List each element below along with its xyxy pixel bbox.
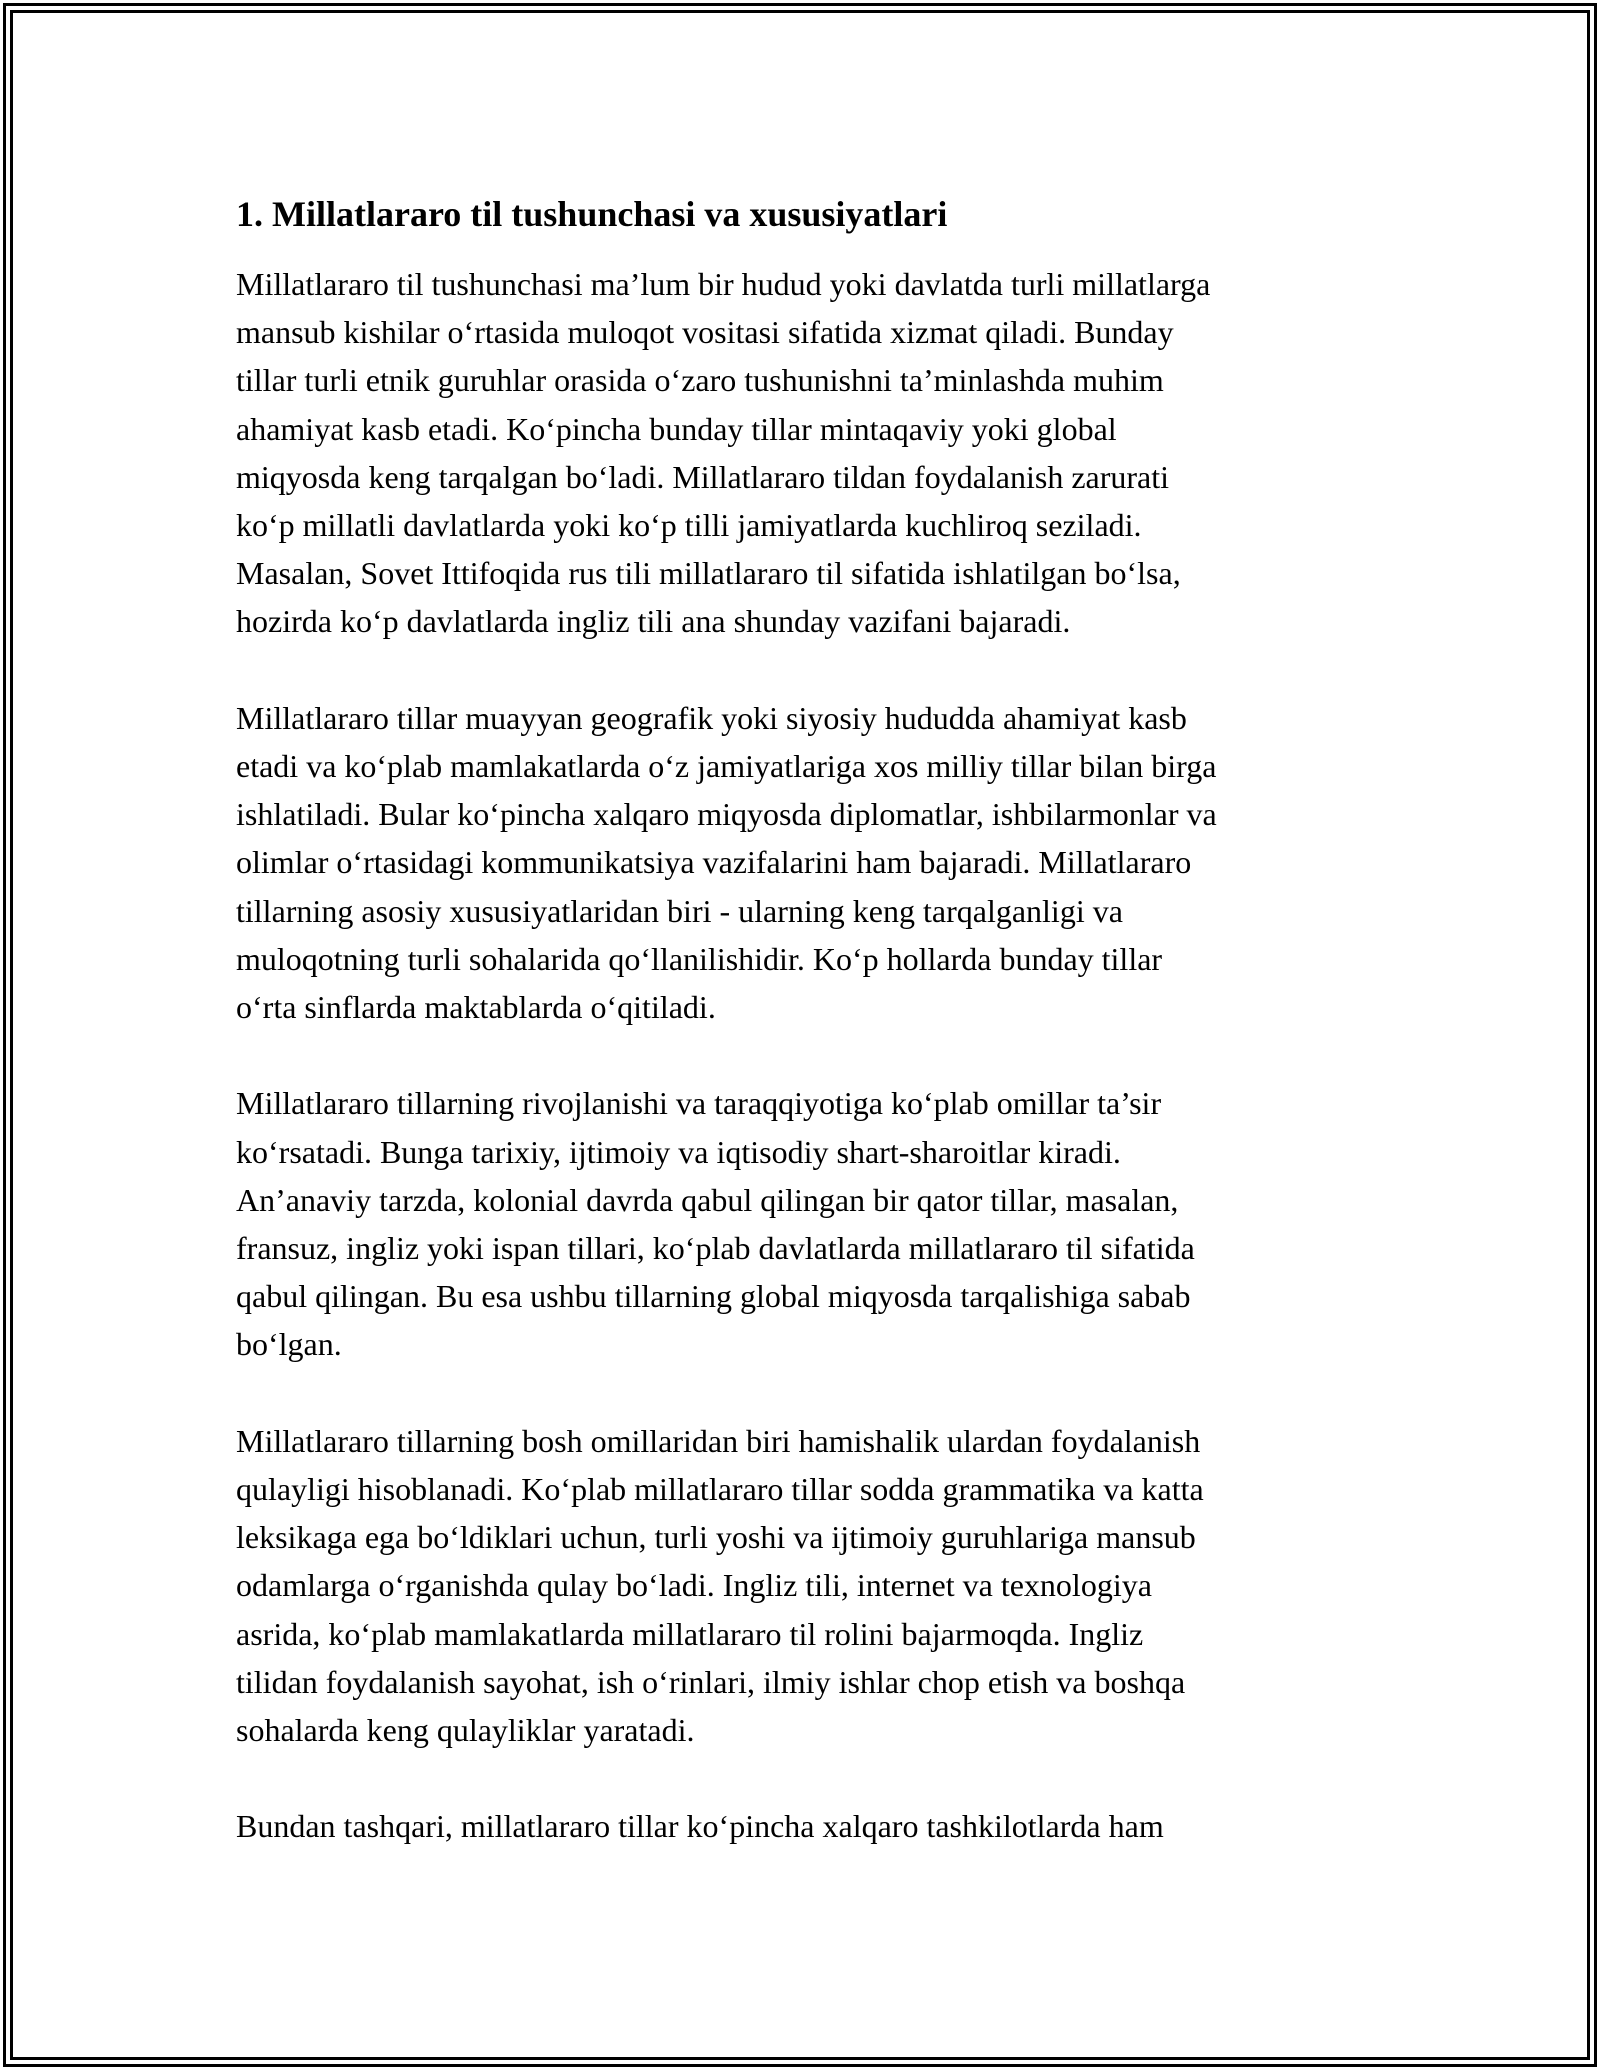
paragraph-line: Masalan, Sovet Ittifoqida rus tili millatlararo til sifatida ishlatilgan bo‘lsa, bbox=[236, 555, 1181, 592]
paragraph-2 bbox=[236, 694, 1366, 1031]
paragraph-line: ko‘p millatli davlatlarda yoki ko‘p tilli jamiyatlarda kuchliroq seziladi. bbox=[236, 507, 1142, 544]
paragraph-line: Millatlararo tillarning bosh omillaridan biri hamishalik ulardan foydalanish bbox=[236, 1422, 1201, 1459]
paragraph-line: hozirda ko‘p davlatlarda ingliz tili ana shunday vazifani bajaradi. bbox=[236, 603, 1071, 640]
paragraph-line: ishlatiladi. Bular ko‘pincha xalqaro miqyosda diplomatlar, ishbilarmonlar va bbox=[236, 796, 1217, 833]
paragraph-1 bbox=[236, 260, 1366, 646]
paragraph-line: Bundan tashqari, millatlararo tillar ko‘pincha xalqaro tashkilotlarda ham bbox=[236, 1808, 1164, 1845]
paragraph-line: Millatlararo tillarning rivojlanishi va taraqqiyotiga ko‘plab omillar ta’sir bbox=[236, 1085, 1162, 1122]
paragraph-line: ko‘rsatadi. Bunga tarixiy, ijtimoiy va iqtisodiy shart-sharoitlar kiradi. bbox=[236, 1133, 1121, 1170]
paragraph-line: sohalarda keng qulayliklar yaratadi. bbox=[236, 1712, 695, 1749]
paragraph-line: ahamiyat kasb etadi. Ko‘pincha bunday tillar mintaqaviy yoki global bbox=[236, 410, 1117, 447]
paragraph-line: mansub kishilar o‘rtasida muloqot vositasi sifatida xizmat qiladi. Bunday bbox=[236, 314, 1174, 351]
paragraph-3 bbox=[236, 1079, 1366, 1368]
paragraph-line: tillar turli etnik guruhlar orasida o‘zaro tushunishni ta’minlashda muhim bbox=[236, 362, 1164, 399]
section-heading: 1. Millatlararo til tushunchasi va xususiyatlari bbox=[236, 194, 948, 234]
paragraph-line: tilidan foydalanish sayohat, ish o‘rinlari, ilmiy ishlar chop etish va boshqa bbox=[236, 1663, 1186, 1700]
paragraph-line: tillarning asosiy xususiyatlaridan biri - ularning keng tarqalganligi va bbox=[236, 892, 1123, 929]
document-body bbox=[236, 190, 1366, 1899]
paragraph-4 bbox=[236, 1417, 1366, 1754]
paragraph-line: odamlarga o‘rganishda qulay bo‘ladi. Ingliz tili, internet va texnologiya bbox=[236, 1567, 1152, 1604]
paragraph-line: miqyosda keng tarqalgan bo‘ladi. Millatlararo tildan foydalanish zarurati bbox=[236, 458, 1170, 495]
paragraph-line: qabul qilingan. Bu esa ushbu tillarning global miqyosda tarqalishiga sabab bbox=[236, 1278, 1191, 1315]
paragraph-5 bbox=[236, 1802, 1366, 1850]
paragraph-line: qulayligi hisoblanadi. Ko‘plab millatlararo tillar sodda grammatika va katta bbox=[236, 1471, 1204, 1508]
paragraph-line: Millatlararo tillar muayyan geografik yoki siyosiy hududda ahamiyat kasb bbox=[236, 699, 1187, 736]
paragraph-line: An’anaviy tarzda, kolonial davrda qabul qilingan bir qator tillar, masalan, bbox=[236, 1181, 1179, 1218]
paragraph-line: Millatlararo til tushunchasi ma’lum bir hudud yoki davlatda turli millatlarga bbox=[236, 266, 1211, 302]
paragraph-line: leksikaga ega bo‘ldiklari uchun, turli yoshi va ijtimoiy guruhlariga mansub bbox=[236, 1519, 1196, 1556]
paragraph-line: bo‘lgan. bbox=[236, 1326, 342, 1363]
paragraph-line: asrida, ko‘plab mamlakatlarda millatlararo til rolini bajarmoqda. Ingliz bbox=[236, 1615, 1144, 1652]
paragraph-line: etadi va ko‘plab mamlakatlarda o‘z jamiyatlariga xos milliy tillar bilan birga bbox=[236, 748, 1217, 785]
paragraph-line: olimlar o‘rtasidagi kommunikatsiya vazifalarini ham bajaradi. Millatlararo bbox=[236, 844, 1192, 881]
paragraph-line: muloqotning turli sohalarida qo‘llanilishidir. Ko‘p hollarda bunday tillar bbox=[236, 940, 1163, 977]
paragraph-line: o‘rta sinflarda maktablarda o‘qitiladi. bbox=[236, 989, 716, 1026]
paragraph-line: fransuz, ingliz yoki ispan tillari, ko‘plab davlatlarda millatlararo til sifatida bbox=[236, 1230, 1195, 1267]
